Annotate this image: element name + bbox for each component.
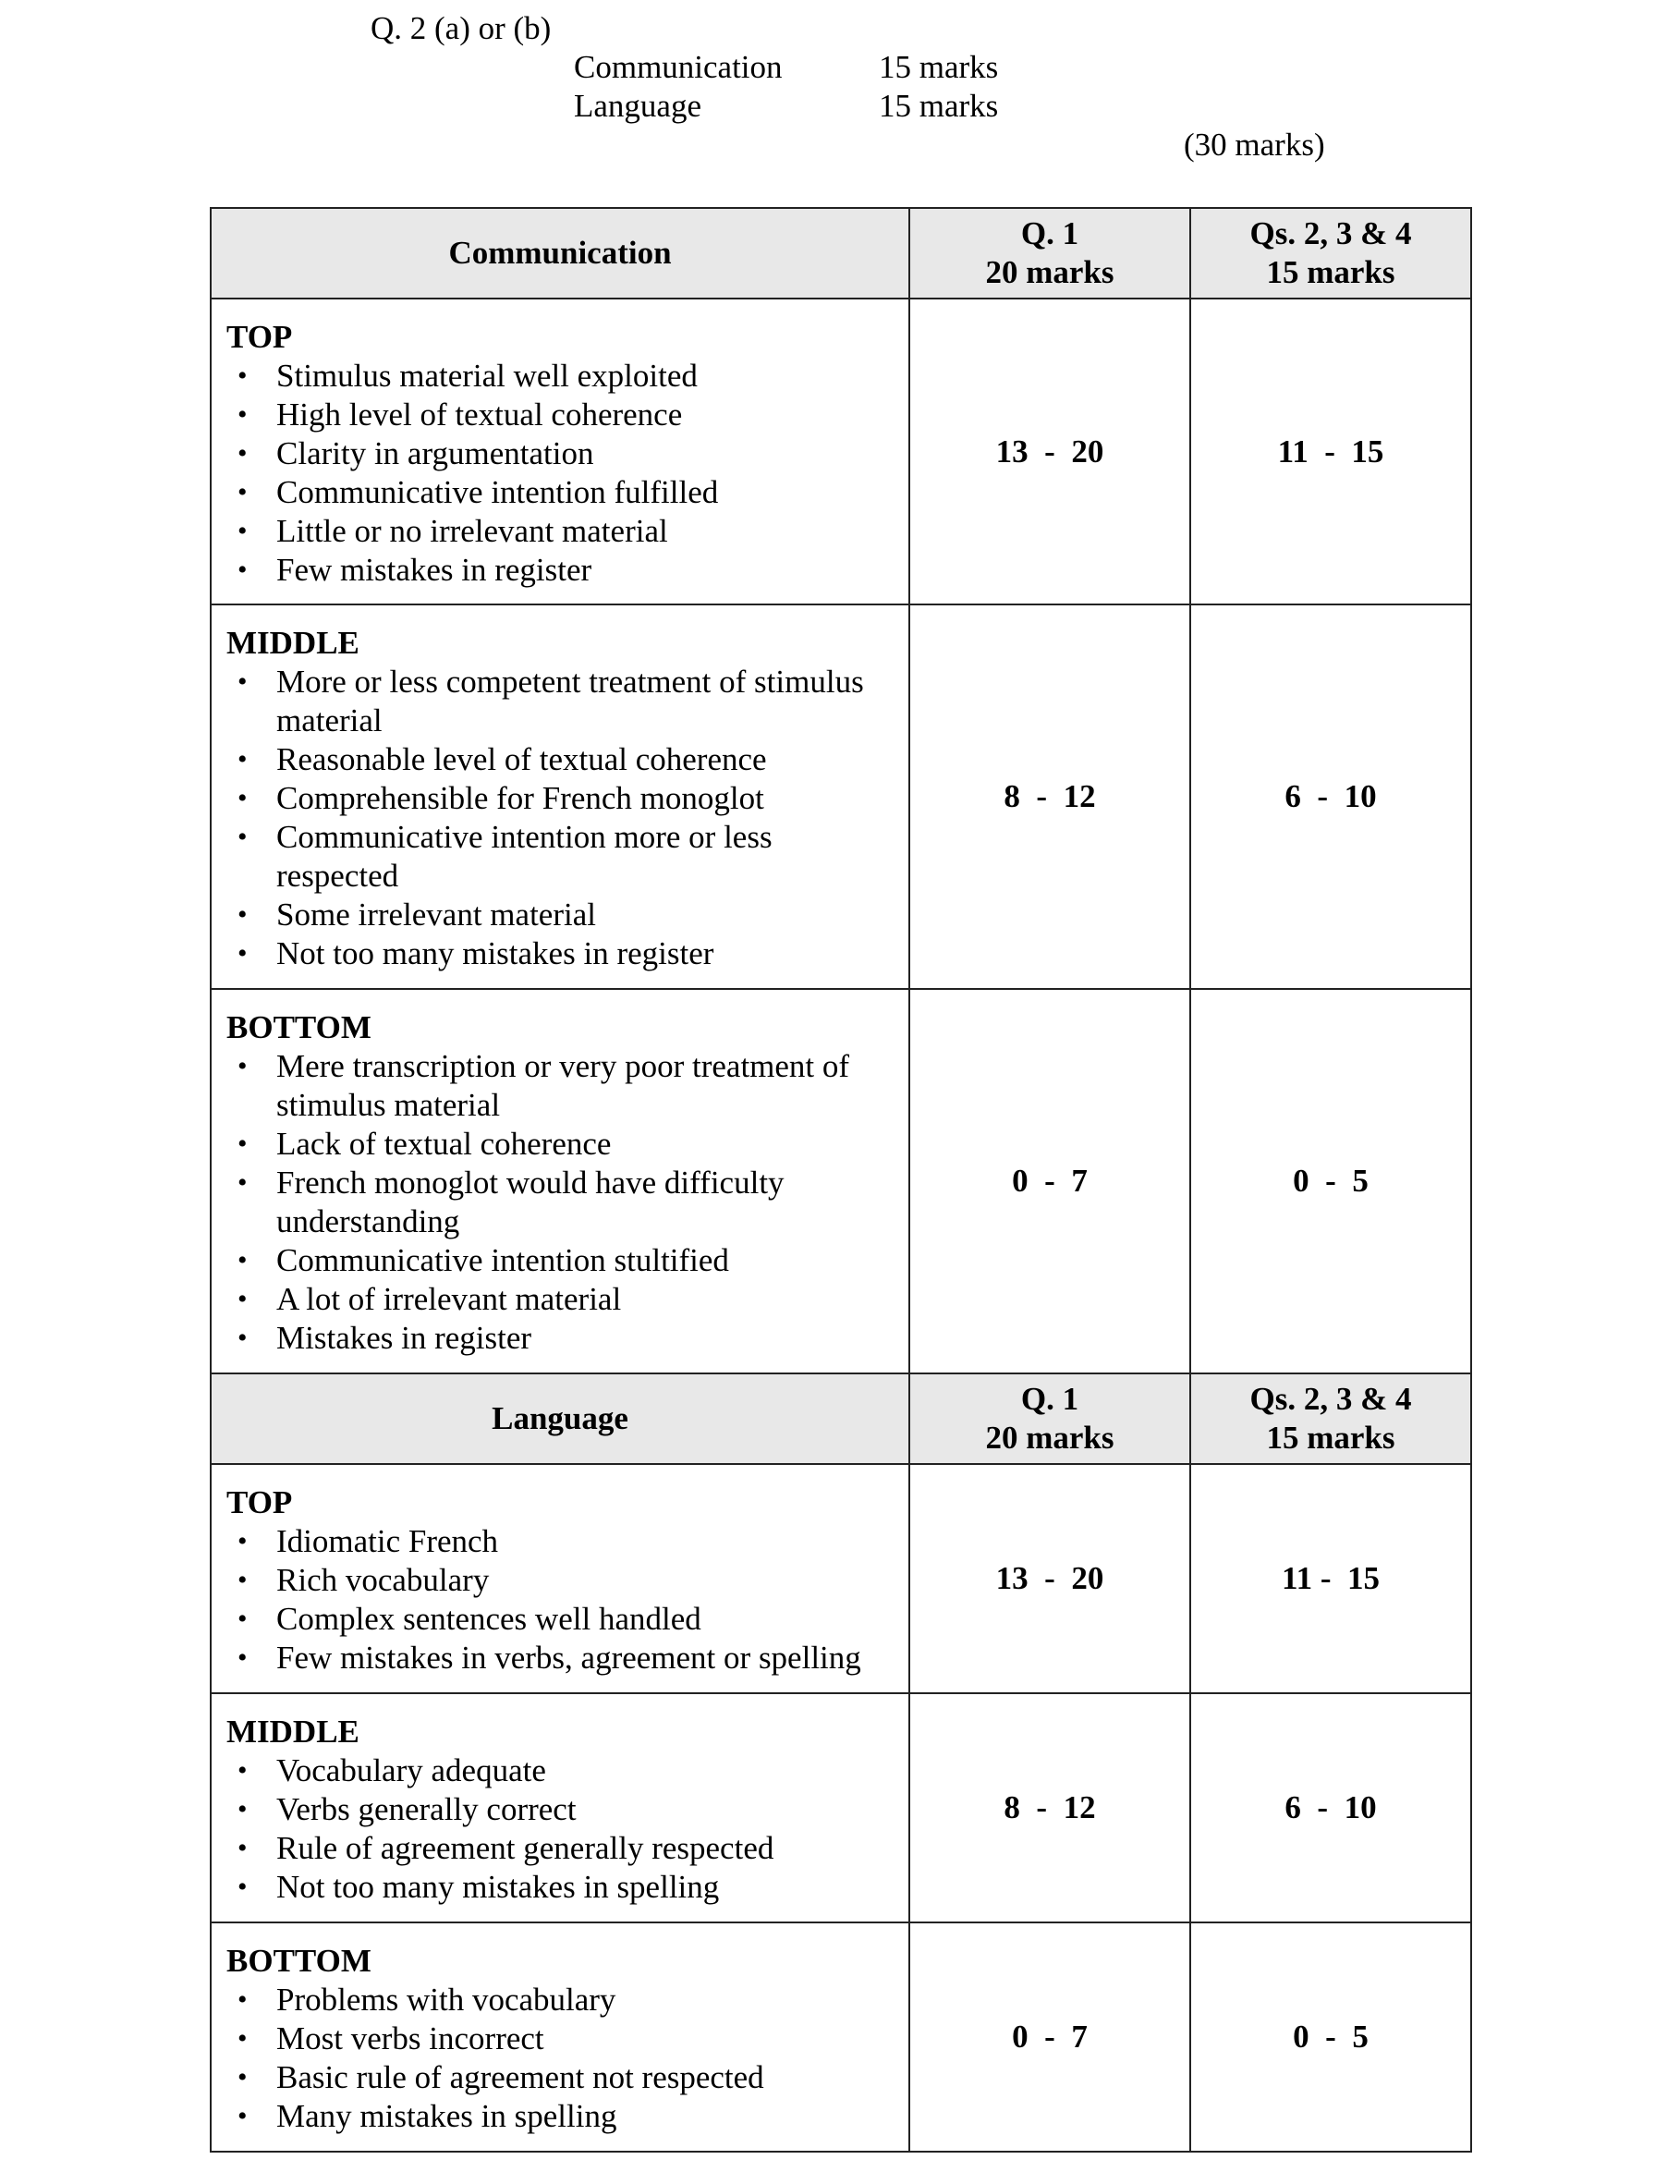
q1-score-range: 13 - 20 bbox=[909, 1464, 1190, 1693]
criteria-cell bbox=[211, 989, 909, 1373]
header-item-communication-label: Communication bbox=[574, 49, 783, 85]
criteria-item: • More or less competent treatment of stimulus material bbox=[226, 663, 895, 740]
q234-header-line: Qs. 2, 3 & 4 bbox=[1249, 215, 1412, 251]
band-row-communication-bottom bbox=[211, 989, 1471, 1373]
q234-header-line: 15 marks bbox=[1266, 254, 1395, 290]
q1-score-range: 13 - 20 bbox=[909, 299, 1190, 604]
criteria-item: • Lack of textual coherence bbox=[226, 1125, 895, 1164]
criteria-cell bbox=[211, 299, 909, 604]
criteria-item: • Some irrelevant material bbox=[226, 896, 895, 934]
q1-header-line: Q. 1 bbox=[1020, 1381, 1079, 1417]
criteria-item: • Problems with vocabulary bbox=[226, 1981, 895, 2019]
criteria-cell bbox=[211, 604, 909, 989]
criteria-item: • Communicative intention stultified bbox=[226, 1241, 895, 1280]
criteria-item: • Clarity in argumentation bbox=[226, 434, 895, 473]
band-row-language-bottom bbox=[211, 1922, 1471, 2152]
band-row-language-top bbox=[211, 1464, 1471, 1693]
criteria-item: • French monoglot would have difficulty understanding bbox=[226, 1164, 895, 1241]
q234-column-header bbox=[1190, 1373, 1471, 1464]
criteria-item: • Not too many mistakes in spelling bbox=[226, 1868, 895, 1907]
q1-header-line: Q. 1 bbox=[1020, 215, 1079, 251]
question-label: Q. 2 (a) or (b) bbox=[371, 10, 552, 46]
criteria-item: • Little or no irrelevant material bbox=[226, 512, 895, 551]
band-level: MIDDLE bbox=[226, 625, 359, 661]
criteria-item: • High level of textual coherence bbox=[226, 396, 895, 434]
section-title: Language bbox=[211, 1373, 909, 1464]
q234-score-range: 6 - 10 bbox=[1190, 1693, 1471, 1922]
band-level: TOP bbox=[226, 319, 293, 355]
q234-header-line: 15 marks bbox=[1266, 1420, 1395, 1456]
criteria-item: • Not too many mistakes in register bbox=[226, 934, 895, 973]
criteria-list bbox=[226, 1751, 895, 1907]
q234-score-range: 6 - 10 bbox=[1190, 604, 1471, 989]
q1-score-range: 8 - 12 bbox=[909, 1693, 1190, 1922]
criteria-item: • Many mistakes in spelling bbox=[226, 2097, 895, 2136]
criteria-item: • Basic rule of agreement not respected bbox=[226, 2058, 895, 2097]
band-row-language-middle bbox=[211, 1693, 1471, 1922]
q1-score-range: 0 - 7 bbox=[909, 1922, 1190, 2152]
q234-score-range: 0 - 5 bbox=[1190, 989, 1471, 1373]
criteria-list bbox=[226, 357, 895, 590]
q1-header-line: 20 marks bbox=[985, 254, 1114, 290]
criteria-item: • Few mistakes in register bbox=[226, 551, 895, 590]
band-level: BOTTOM bbox=[226, 1009, 371, 1045]
criteria-item: • Reasonable level of textual coherence bbox=[226, 740, 895, 779]
band-row-communication-top bbox=[211, 299, 1471, 604]
criteria-item: • A lot of irrelevant material bbox=[226, 1280, 895, 1319]
q234-score-range: 11 - 15 bbox=[1190, 1464, 1471, 1693]
band-row-communication-middle bbox=[211, 604, 1471, 989]
header-item-language-marks: 15 marks bbox=[879, 88, 999, 124]
band-level: TOP bbox=[226, 1484, 293, 1520]
criteria-item: • Communicative intention fulfilled bbox=[226, 473, 895, 512]
criteria-item: • Few mistakes in verbs, agreement or spelling bbox=[226, 1639, 895, 1678]
section-header-language bbox=[211, 1373, 1471, 1464]
criteria-item: • Verbs generally correct bbox=[226, 1790, 895, 1829]
q234-column-header bbox=[1190, 208, 1471, 299]
criteria-item: • Comprehensible for French monoglot bbox=[226, 779, 895, 818]
q1-column-header bbox=[909, 1373, 1190, 1464]
criteria-cell bbox=[211, 1464, 909, 1693]
criteria-item: • Rule of agreement generally respected bbox=[226, 1829, 895, 1868]
criteria-item: • Mistakes in register bbox=[226, 1319, 895, 1358]
band-level: MIDDLE bbox=[226, 1714, 359, 1750]
q234-score-range: 0 - 5 bbox=[1190, 1922, 1471, 2152]
marking-scheme-table bbox=[210, 207, 1472, 2153]
criteria-cell bbox=[211, 1922, 909, 2152]
q234-header-line: Qs. 2, 3 & 4 bbox=[1249, 1381, 1412, 1417]
header-item-communication-marks: 15 marks bbox=[879, 49, 999, 85]
q1-column-header bbox=[909, 208, 1190, 299]
total-marks: (30 marks) bbox=[1184, 127, 1325, 163]
criteria-list bbox=[226, 663, 895, 973]
q1-header-line: 20 marks bbox=[985, 1420, 1114, 1456]
header-item-language-label: Language bbox=[574, 88, 701, 124]
criteria-item: • Rich vocabulary bbox=[226, 1561, 895, 1600]
band-level: BOTTOM bbox=[226, 1943, 371, 1979]
criteria-item: • Communicative intention more or less respected bbox=[226, 818, 895, 896]
criteria-item: • Most verbs incorrect bbox=[226, 2019, 895, 2058]
criteria-list bbox=[226, 1047, 895, 1358]
criteria-item: • Idiomatic French bbox=[226, 1522, 895, 1561]
q1-score-range: 8 - 12 bbox=[909, 604, 1190, 989]
q1-score-range: 0 - 7 bbox=[909, 989, 1190, 1373]
criteria-item: • Stimulus material well exploited bbox=[226, 357, 895, 396]
criteria-list bbox=[226, 1981, 895, 2136]
section-header-communication bbox=[211, 208, 1471, 299]
criteria-list bbox=[226, 1522, 895, 1678]
criteria-item: • Mere transcription or very poor treatment of stimulus material bbox=[226, 1047, 895, 1125]
section-title: Communication bbox=[211, 208, 909, 299]
criteria-cell bbox=[211, 1693, 909, 1922]
q234-score-range: 11 - 15 bbox=[1190, 299, 1471, 604]
criteria-item: • Vocabulary adequate bbox=[226, 1751, 895, 1790]
criteria-item: • Complex sentences well handled bbox=[226, 1600, 895, 1639]
